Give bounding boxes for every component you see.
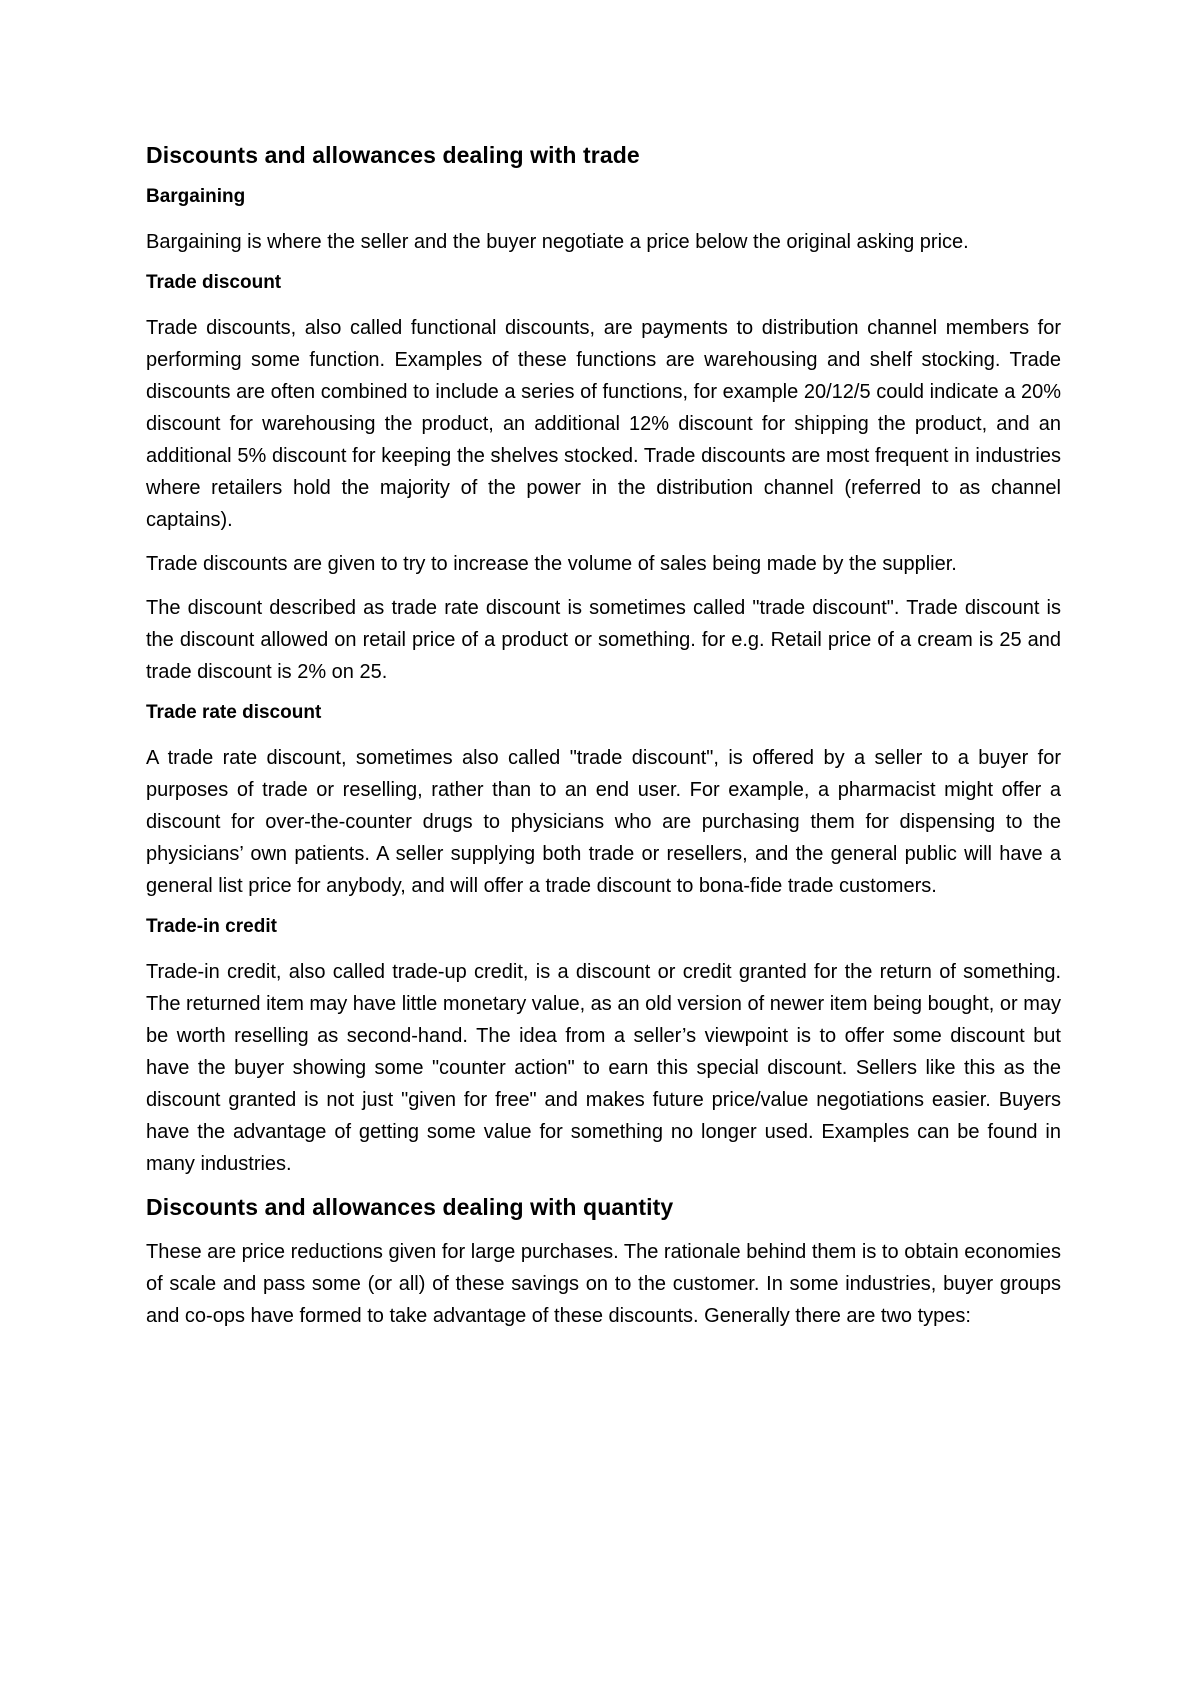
paragraph-trade-discount-1: Trade discounts, also called functional discounts, are payments to distribution channel members for performing some function. Examples of these functions are warehousing and shelf stocking. Trade discounts are often combined to include a series of functions, for example 20/12/5 could indicate a 20% discount for warehousing the product, an additional 12% discount for shipping the product, and an additional 5% discount for keeping the shelves stocked. Trade discounts are most frequent in industries where retailers hold the majority of the power in the distribution channel (referred to as channel captains). <box>146 317 1061 531</box>
subheading-trade-in-credit: Trade-in credit <box>146 916 277 937</box>
subheading-bargaining: Bargaining <box>146 186 246 207</box>
paragraph-trade-in-credit: Trade-in credit, also called trade-up credit, is a discount or credit granted for the return of something. The returned item may have little monetary value, as an old version of newer item being bought, or may be worth reselling as second-hand. The idea from a seller’s viewpoint is to offer some discount but have the buyer showing some "counter action" to earn this special discount. Sellers like this as the discount granted is not just "given for free" and makes future price/value negotiations easier. Buyers have the advantage of getting some value for something no longer used. Examples can be found in many industries. <box>146 961 1061 1175</box>
paragraph-trade-discount-3: The discount described as trade rate discount is sometimes called "trade discount". Trade discount is the discount allowed on retail price of a product or something. for e.g. Retail price of a cream is 25 and trade discount is 2% on 25. <box>146 597 1061 683</box>
subheading-trade-rate-discount: Trade rate discount <box>146 702 322 723</box>
paragraph-trade-discount-2: Trade discounts are given to try to increase the volume of sales being made by the supplier. <box>146 553 957 575</box>
heading-quantity: Discounts and allowances dealing with quantity <box>146 1194 674 1220</box>
subheading-trade-discount: Trade discount <box>146 272 282 293</box>
document-page <box>146 140 1061 1344</box>
paragraph-trade-rate-discount: A trade rate discount, sometimes also called "trade discount", is offered by a seller to a buyer for purposes of trade or reselling, rather than to an end user. For example, a pharmacist might offer a discount for over-the-counter drugs to physicians who are purchasing them for dispensing to the physicians’ own patients. A seller supplying both trade or resellers, and the general public will have a general list price for anybody, and will offer a trade discount to bona-fide trade customers. <box>146 747 1061 897</box>
heading-trade: Discounts and allowances dealing with trade <box>146 142 640 168</box>
paragraph-quantity: These are price reductions given for large purchases. The rationale behind them is to obtain economies of scale and pass some (or all) of these savings on to the customer. In some industries, buyer groups and co-ops have formed to take advantage of these discounts. Generally there are two types: <box>146 1241 1061 1327</box>
paragraph-bargaining: Bargaining is where the seller and the buyer negotiate a price below the original asking price. <box>146 231 969 253</box>
